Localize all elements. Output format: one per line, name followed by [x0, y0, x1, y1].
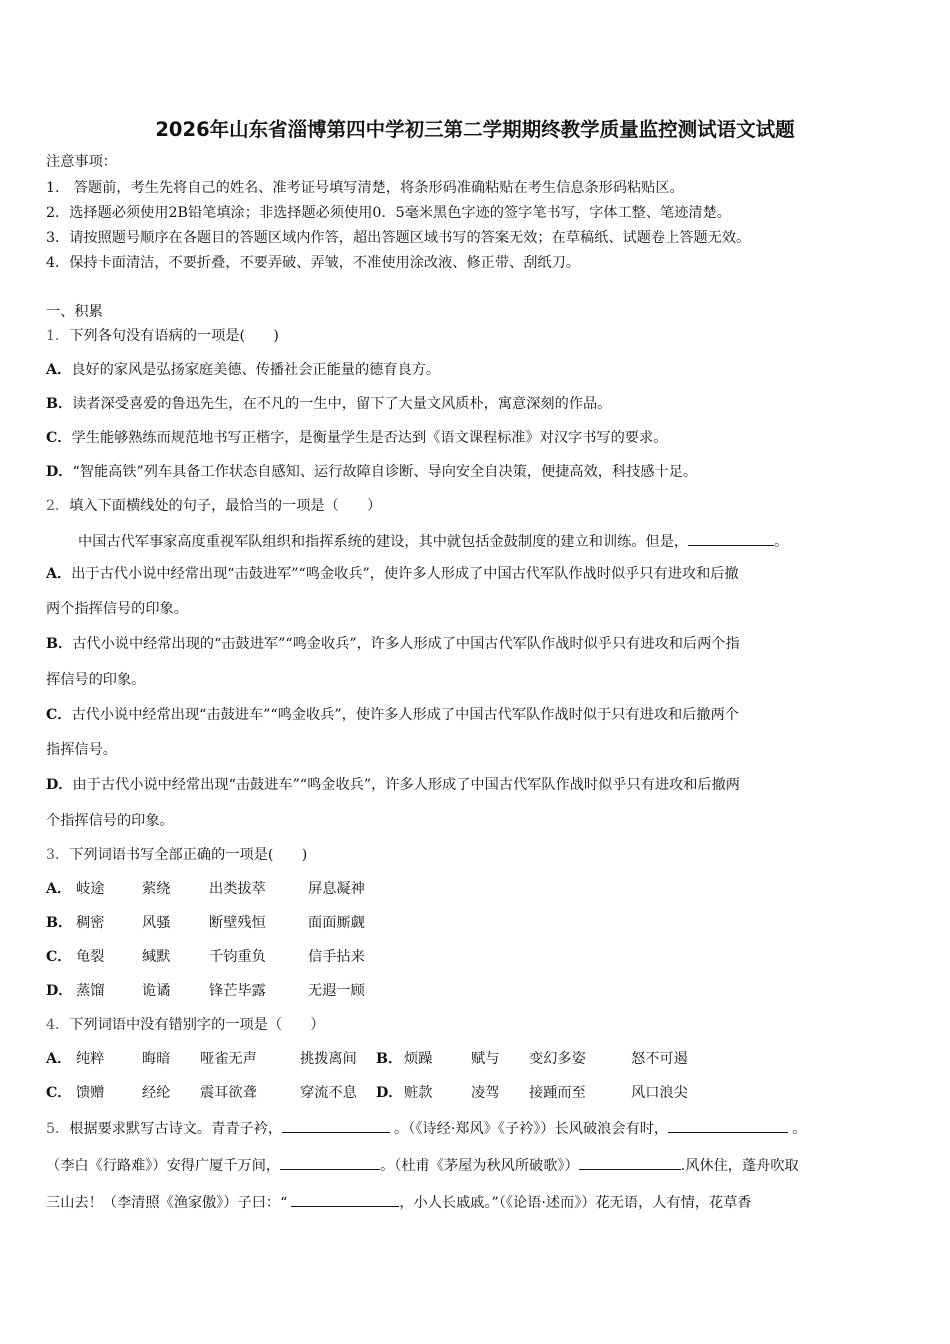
- word: 萦绕: [142, 881, 171, 897]
- word: 赋与: [471, 1051, 500, 1067]
- question-5-line-2: [46, 1154, 799, 1176]
- option-b: [46, 394, 611, 414]
- option-label: A．: [46, 881, 72, 897]
- option-label: D．: [46, 983, 73, 999]
- option-d: [46, 981, 365, 1001]
- question-number: 4．: [46, 1017, 70, 1033]
- option-label: B．: [376, 1051, 403, 1067]
- option-label: D．: [46, 777, 73, 793]
- word: 信手拈来: [308, 949, 365, 965]
- word: 龟裂: [76, 949, 105, 965]
- option-d: [46, 462, 697, 482]
- question-text: 下列词语中没有错别字的一项是（ ）: [69, 1017, 325, 1033]
- option-text: 出于古代小说中经常出现“击鼓进军”“鸣金收兵”，使许多人形成了中国古代军队作战时似乎只有进攻和后撤: [71, 566, 739, 582]
- answer-blank[interactable]: [280, 1154, 380, 1170]
- question-2-passage: [78, 530, 788, 552]
- option-text: 学生能够熟练而规范地书写正楷字，是衡量学生是否达到《语文课程标准》对汉字书写的要求。: [71, 430, 668, 446]
- option-text: 古代小说中经常出现的“击鼓进军”“鸣金收兵”，许多人形成了中国古代军队作战时似乎只有进攻和后两个指: [72, 636, 740, 652]
- question-text: 根据要求默写古诗文。青青子衿，: [69, 1121, 283, 1137]
- word: 晦暗: [142, 1051, 171, 1067]
- option-c-continued: 指挥信号。: [46, 742, 117, 758]
- question-text: 填入下面横线处的句子，最恰当的一项是（ ）: [69, 498, 382, 514]
- question-number: 1．: [46, 328, 70, 344]
- option-label: D．: [46, 464, 73, 480]
- option-d: [46, 775, 740, 795]
- question-text: 。（《诗经·郑风》《子衿》）长风破浪会有时，: [394, 1121, 669, 1137]
- option-b: [46, 634, 740, 654]
- word: 凌驾: [471, 1085, 500, 1101]
- notice-item: 1. 答题前，考生先将自己的姓名、准考证号填写清楚，将条形码准确粘贴在考生信息条形码粘贴区。: [46, 180, 684, 196]
- option-row-cd: [46, 1083, 688, 1103]
- option-a-continued: 两个指挥信号的印象。: [46, 601, 188, 617]
- word: 馈赠: [76, 1085, 105, 1101]
- question-1-stem: [46, 326, 279, 346]
- option-label: A．: [46, 566, 72, 582]
- question-5-line-1: [46, 1117, 806, 1139]
- question-text: ，小人长戚戚。”（《论语·述而》）花无语，人有情，花草香: [399, 1195, 752, 1211]
- question-text: 下列各句没有语病的一项是( ): [69, 328, 279, 344]
- option-label: B．: [46, 915, 73, 931]
- word: 赃款: [404, 1085, 433, 1101]
- option-label: C．: [46, 707, 72, 723]
- word: 烦躁: [404, 1051, 433, 1067]
- notice-item: 2．选择题必须使用2B铅笔填涂；非选择题必须使用0．5毫米黑色字迹的签字笔书写，字体工整、笔迹清楚。: [46, 205, 731, 221]
- word: 哑雀无声: [200, 1051, 257, 1067]
- option-text: 由于古代小说中经常出现“击鼓进车”“鸣金收兵”，许多人形成了中国古代军队作战时似乎只有进攻和后撤两: [72, 777, 740, 793]
- word: 穿流不息: [300, 1085, 357, 1101]
- option-label: D．: [376, 1085, 403, 1101]
- word: 蒸馏: [76, 983, 105, 999]
- notice-heading: 注意事项：: [46, 154, 117, 170]
- option-c: [46, 947, 365, 967]
- section-heading: 一、积累: [46, 304, 103, 320]
- option-row-ab: [46, 1049, 688, 1069]
- word: 锋芒毕露: [209, 983, 266, 999]
- word: 岐途: [76, 881, 105, 897]
- answer-blank[interactable]: [579, 1154, 681, 1170]
- option-label: C．: [46, 949, 72, 965]
- word: 接踵而至: [529, 1085, 586, 1101]
- word: 无遐一顾: [308, 983, 365, 999]
- word: 经纶: [142, 1085, 171, 1101]
- option-text: 古代小说中经常出现“击鼓进车”“鸣金收兵”，使许多人形成了中国古代军队作战时似于只有进攻和后撤两个: [71, 707, 739, 723]
- option-c: [46, 428, 667, 448]
- option-a: [46, 564, 739, 584]
- word: 怒不可遏: [631, 1051, 688, 1067]
- answer-blank[interactable]: [282, 1117, 390, 1133]
- notice-item: 3．请按照题号顺序在各题目的答题区域内作答，超出答题区域书写的答案无效；在草稿纸、试题卷上答题无效。: [46, 230, 751, 246]
- word: 缄默: [142, 949, 171, 965]
- option-label: A．: [46, 1051, 72, 1067]
- answer-blank[interactable]: [668, 1117, 788, 1133]
- option-text: “智能高铁”列车具备工作状态自感知、运行故障自诊断、导向安全自决策，便捷高效，科技感十足。: [72, 464, 698, 480]
- word: 风骚: [142, 915, 171, 931]
- word: 面面厮觑: [308, 915, 365, 931]
- answer-blank[interactable]: [688, 530, 774, 546]
- option-d-continued: 个指挥信号的印象。: [46, 813, 174, 829]
- question-text: 下列词语书写全部正确的一项是( ): [69, 847, 308, 863]
- passage-text: 中国古代军事家高度重视军队组织和指挥系统的建设，其中就包括金鼓制度的建立和训练。但是，: [78, 534, 689, 550]
- option-label: C．: [46, 430, 72, 446]
- notice-item: 4．保持卡面清洁，不要折叠，不要弄破、弄皱，不准使用涂改液、修正带、刮纸刀。: [46, 255, 580, 271]
- question-text: 三山去！（李清照《渔家傲》）子曰：“: [46, 1195, 288, 1211]
- passage-end: 。: [774, 534, 789, 550]
- question-text: 。（杜甫《茅屋为秋风所破歌》）: [380, 1158, 579, 1174]
- option-label: C．: [46, 1085, 72, 1101]
- word: 断壁残恒: [209, 915, 266, 931]
- word: 出类拔萃: [209, 881, 266, 897]
- question-number: 3．: [46, 847, 70, 863]
- option-a: [46, 360, 440, 380]
- word: 稠密: [76, 915, 105, 931]
- answer-blank[interactable]: [291, 1191, 399, 1207]
- question-number: 5．: [46, 1121, 70, 1137]
- option-label: B．: [46, 396, 73, 412]
- question-text: 。: [792, 1121, 807, 1137]
- word: 诡谲: [142, 983, 171, 999]
- option-b-continued: 挥信号的印象。: [46, 672, 146, 688]
- word: 风口浪尖: [631, 1085, 688, 1101]
- question-3-stem: [46, 845, 307, 865]
- option-a: [46, 879, 365, 899]
- word: 纯粹: [76, 1051, 105, 1067]
- question-4-stem: [46, 1015, 325, 1035]
- word: 变幻多姿: [529, 1051, 586, 1067]
- question-text: .风休住，蓬舟吹取: [680, 1158, 799, 1174]
- question-2-stem: [46, 496, 381, 516]
- option-label: B．: [46, 636, 73, 652]
- question-5-line-3: [46, 1191, 752, 1213]
- option-c: [46, 705, 739, 725]
- page-title: 2026年山东省淄博第四中学初三第二学期期终教学质量监控测试语文试题: [155, 118, 795, 141]
- word: 挑拨离间: [300, 1051, 357, 1067]
- question-number: 2．: [46, 498, 70, 514]
- option-b: [46, 913, 365, 933]
- option-text: 良好的家风是弘扬家庭美德、传播社会正能量的德育良方。: [71, 362, 441, 378]
- word: 屏息凝神: [308, 881, 365, 897]
- word: 震耳欲聋: [200, 1085, 257, 1101]
- word: 千钧重负: [209, 949, 266, 965]
- option-text: 读者深受喜爱的鲁迅先生，在不凡的一生中，留下了大量文风质朴，寓意深刻的作品。: [72, 396, 612, 412]
- option-label: A．: [46, 362, 72, 378]
- question-text: （李白《行路难》）安得广厦千万间，: [46, 1158, 281, 1174]
